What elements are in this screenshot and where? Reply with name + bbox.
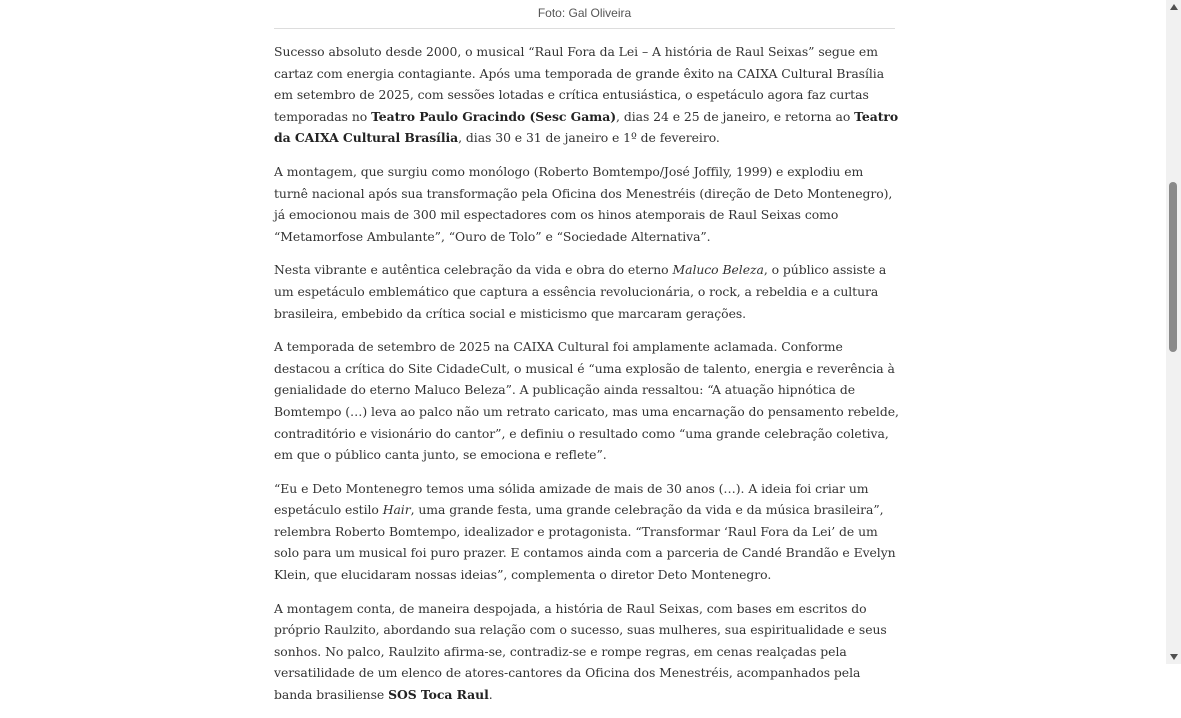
paragraph-quote [274,478,899,586]
paragraph-history: A montagem, que surgiu como monólogo (Roberto Bomtempo/José Joffily, 1999) e explodiu em turnê nacional após sua transformação pela Oficina dos Menestréis (direção de Deto Montenegro), já emocionou mais de 300 mil espectadores com os hinos atemporais de Raul Seixas como “Metamorfose Ambulante”, “Ouro de Tolo” e “Sociedade Alternativa”. [274,163,893,244]
triangle-up-icon[interactable] [1166,0,1181,14]
scrollbar-thumb[interactable] [1169,182,1177,352]
paragraph-text: , dias 30 e 31 de janeiro e 1º de fevereiro. [458,130,720,146]
venue-caixa-cultural: Teatro da CAIXA Cultural Brasília [274,108,899,146]
paragraph-text: , o público assiste a um espetáculo emblemático que captura a essência revolucionária, o rock, a rebeldia e a cultura brasileira, embebido da crítica social e misticismo que marcaram gerações. [274,262,887,321]
paragraph-text: , dias 24 e 25 de janeiro, e retorna ao [616,108,855,124]
emphasis-hair: Hair [382,502,411,518]
emphasis-maluco-beleza: Maluco Beleza [672,262,764,278]
paragraph-text: A montagem conta, de maneira despojada, a história de Raul Seixas, com bases em escritos do próprio Raulzito, abordando sua relação com o sucesso, suas mulheres, sua espiritualidade e seus sonhos. No palco, Raulzito afirma-se, contradiz-se e rompe regras, em cenas realçadas pela versatilidade de um elenco de atores-cantores da Oficina dos Menestréis, acompanhados pela banda brasiliense [274,600,887,703]
paragraph-text: Sucesso absoluto desde 2000, o musical “Raul Fora da Lei – A história de Raul Seixas” segue em cartaz com energia contagiante. Após uma temporada de grande êxito na CAIXA Cultural Brasília em setembro de 2025, com sessões lotadas e crítica entusiástica, o espetáculo agora faz curtas temporadas no [274,44,885,124]
paragraph-text: “Eu e Deto Montenegro temos uma sólida amizade de mais de 30 anos (…). A ideia foi criar um espetáculo estilo [274,480,869,518]
photo-caption: Foto: Gal Oliveira [274,4,895,29]
triangle-down-icon[interactable] [1166,650,1181,664]
paragraph-intro [274,41,899,149]
paragraph-text: Nesta vibrante e autêntica celebração da vida e obra do eterno [274,262,673,278]
paragraph-text: . [488,687,493,703]
paragraph-celebration [274,259,899,324]
paragraph-synopsis [274,598,899,706]
vertical-scrollbar[interactable] [1166,0,1181,664]
paragraph-reviews: A temporada de setembro de 2025 na CAIXA Cultural foi amplamente aclamada. Conforme destacou a crítica do Site CidadeCult, o musical é “uma explosão de talento, energia e reverência à genialidade do eterno Maluco Beleza”. A publicação ainda ressaltou: “A atuação hipnótica de Bomtempo (…) leva ao palco não um retrato caricato, mas uma encarnação do pensamento rebelde, contraditório e visionário do cantor”, e definiu o resultado como “uma grande celebração coletiva, em que o público canta junto, se emociona e reflete”. [274,339,899,463]
band-name: SOS Toca Raul [388,687,489,703]
article-body [274,41,899,718]
paragraph-text: , uma grande festa, uma grande celebração da vida e da música brasileira”, relembra Roberto Bomtempo, idealizador e protagonista. “Transformar ‘Raul Fora da Lei’ de um solo para um musical foi puro prazer. E contamos ainda com a parceria de Candé Brandão e Evelyn Klein, que elucidaram nossas ideias”, complementa o diretor Deto Montenegro. [274,502,896,583]
venue-sesc-gama: Teatro Paulo Gracindo (Sesc Gama) [371,108,617,124]
